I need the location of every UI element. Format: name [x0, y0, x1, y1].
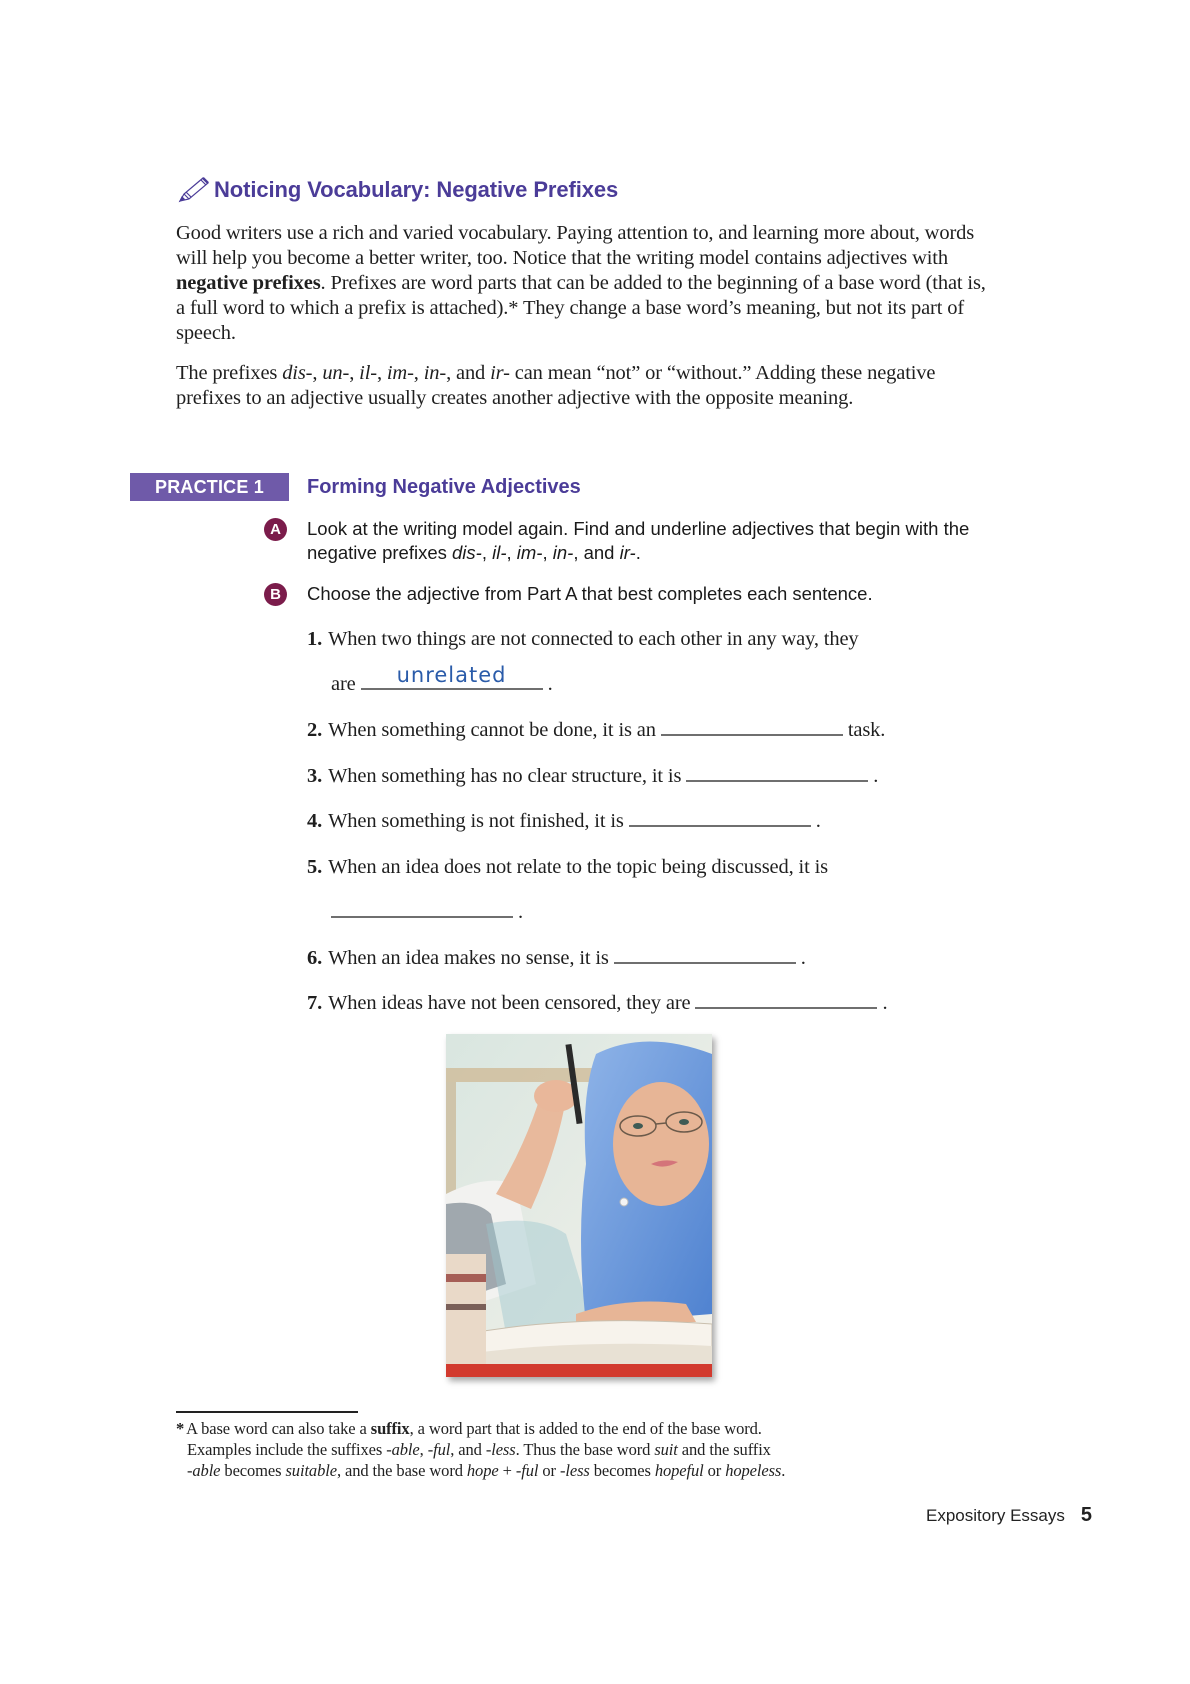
suffix: -less	[559, 1461, 590, 1480]
practice-badge: PRACTICE 1	[130, 473, 289, 501]
page-footer	[926, 1504, 1092, 1527]
intro-paragraph	[176, 221, 986, 346]
answer-blank[interactable]	[331, 900, 513, 918]
item-number: 1.	[307, 628, 323, 650]
exercise-item-5-line2	[326, 899, 523, 925]
exercise-item-1	[307, 626, 859, 652]
separator: , and	[446, 362, 491, 384]
answer-blank[interactable]	[629, 809, 811, 827]
step-letter-badge: A	[264, 518, 287, 541]
item-text: .	[518, 901, 523, 923]
section-heading	[176, 174, 618, 206]
prefix: dis-	[282, 362, 313, 384]
item-text: .	[815, 810, 821, 832]
step-letter-badge: B	[264, 583, 287, 606]
section-title: Noticing Vocabulary: Negative Prefixes	[214, 177, 619, 202]
footnote	[176, 1418, 896, 1481]
answer-blank[interactable]	[661, 718, 843, 736]
step-a	[264, 517, 1044, 565]
item-text: When two things are not connected to each other in any way, they	[328, 628, 859, 650]
prefix: un-	[322, 362, 350, 384]
prefix: in-	[552, 542, 574, 563]
item-text: When something is not finished, it is	[328, 810, 624, 832]
step-instruction: Look at the writing model again. Find and underline adjectives that begin with the negative prefixes dis-, il-, im-, in-, and ir-.	[307, 518, 970, 563]
suffix: -ful	[427, 1440, 451, 1459]
prefix: ir-	[619, 542, 636, 563]
example-word: suitable	[285, 1461, 337, 1480]
item-number: 5.	[307, 856, 323, 878]
separator: ,	[349, 362, 360, 384]
footnote-text: A base word can also take a	[186, 1419, 371, 1438]
item-number: 7.	[307, 992, 323, 1014]
student-photo	[446, 1034, 712, 1377]
item-text: task.	[847, 719, 886, 741]
footnote-line-3	[176, 1460, 896, 1481]
exercise-item-7	[307, 990, 887, 1016]
prefix: in-	[423, 362, 447, 384]
pencil-icon	[176, 175, 212, 205]
item-text: When something cannot be done, it is an	[328, 719, 656, 741]
prefix: dis-	[452, 542, 482, 563]
example-word: hopeful	[654, 1461, 704, 1480]
prefix: il-	[359, 362, 377, 384]
separator: ,	[376, 362, 387, 384]
prefix: ir-	[490, 362, 510, 384]
footnote-text: .	[781, 1461, 786, 1480]
handwritten-answer: unrelated	[396, 663, 507, 687]
chapter-title: Expository Essays	[926, 1506, 1065, 1525]
footnote-line-2: Examples include the suffixes -able, -ful, and -less. Thus the base word suit and the suffix	[187, 1440, 771, 1459]
item-text: .	[882, 992, 888, 1014]
example-word: hope	[466, 1461, 499, 1480]
item-text: When ideas have not been censored, they are	[328, 992, 691, 1014]
prefix: im-	[386, 362, 414, 384]
item-text: .	[547, 673, 553, 695]
footnote-text: or	[703, 1461, 726, 1480]
paragraph-text: Good writers use a rich and varied vocabulary. Paying attention to, and learning more about, words will help you become a better writer, too. Notice that the writing model contains adjectives with	[176, 222, 975, 269]
exercise-item-6	[307, 945, 806, 971]
bold-term: suffix	[370, 1419, 410, 1438]
footnote-text: . Thus the base word	[515, 1440, 655, 1459]
prefix: im-	[516, 542, 543, 563]
footnote-text: and the suffix	[677, 1440, 771, 1459]
paragraph-text: can mean “not” or “without.” Adding these negative prefixes to an adjective usually creates another adjective with the opposite meaning.	[176, 362, 936, 409]
footnote-text: +	[498, 1461, 516, 1480]
example-word: suit	[654, 1440, 678, 1459]
prefix: il-	[492, 542, 507, 563]
prefixes-paragraph	[176, 361, 986, 411]
paragraph-text: The prefixes	[176, 362, 283, 384]
item-text: are	[331, 673, 356, 695]
answer-blank[interactable]	[686, 764, 868, 782]
suffix: -ful	[515, 1461, 539, 1480]
instruction-text: .	[635, 542, 641, 563]
example-word: hopeless	[725, 1461, 782, 1480]
item-number: 2.	[307, 719, 323, 741]
footnote-text: becomes	[589, 1461, 655, 1480]
footnote-text: or	[538, 1461, 560, 1480]
item-number: 3.	[307, 765, 323, 787]
answer-blank[interactable]	[614, 946, 796, 964]
item-text: When an idea makes no sense, it is	[328, 947, 609, 969]
separator: ,	[413, 362, 424, 384]
exercise-item-1-line2	[331, 663, 553, 697]
suffix: -able	[386, 1440, 420, 1459]
suffix: -able	[187, 1461, 221, 1480]
footnote-rule	[176, 1411, 358, 1413]
separator: ,	[312, 362, 323, 384]
photo-illustration	[446, 1034, 712, 1377]
footnote-text: Examples include the suffixes	[187, 1440, 387, 1459]
instruction-text: Look at the writing model again. Find and underline adjectives that begin with the negative prefixes	[307, 518, 970, 563]
exercise-item-5	[307, 854, 828, 880]
page-number: 5	[1080, 1504, 1093, 1526]
item-text: .	[800, 947, 806, 969]
footnote-text: , and the base word	[336, 1461, 467, 1480]
step-b	[264, 582, 1044, 606]
item-text: When something has no clear structure, it is	[328, 765, 682, 787]
exercise-item-3	[307, 763, 878, 789]
item-number: 4.	[307, 810, 323, 832]
item-text: .	[873, 765, 879, 787]
exercise-item-4	[307, 808, 821, 834]
suffix: -less	[485, 1440, 516, 1459]
bold-term: negative prefixes	[176, 272, 321, 294]
footnote-text: , a word part that is added to the end of the base word.	[409, 1419, 762, 1438]
paragraph-text: . Prefixes are word parts that can be added to the beginning of a base word (that is, a full word to which a prefix is attached).* They change a base word’s meaning, but not its part of speech.	[176, 272, 986, 344]
practice-title: Forming Negative Adjectives	[307, 476, 581, 498]
footnote-line-1	[176, 1418, 896, 1439]
answer-blank[interactable]	[361, 663, 543, 690]
exercise-item-2	[307, 717, 885, 743]
footnote-text: becomes	[220, 1461, 286, 1480]
item-number: 6.	[307, 947, 323, 969]
answer-blank[interactable]	[695, 991, 877, 1009]
item-text: When an idea does not relate to the topic being discussed, it is	[328, 856, 828, 878]
step-instruction: Choose the adjective from Part A that best completes each sentence.	[307, 583, 873, 604]
asterisk: *	[176, 1419, 185, 1438]
